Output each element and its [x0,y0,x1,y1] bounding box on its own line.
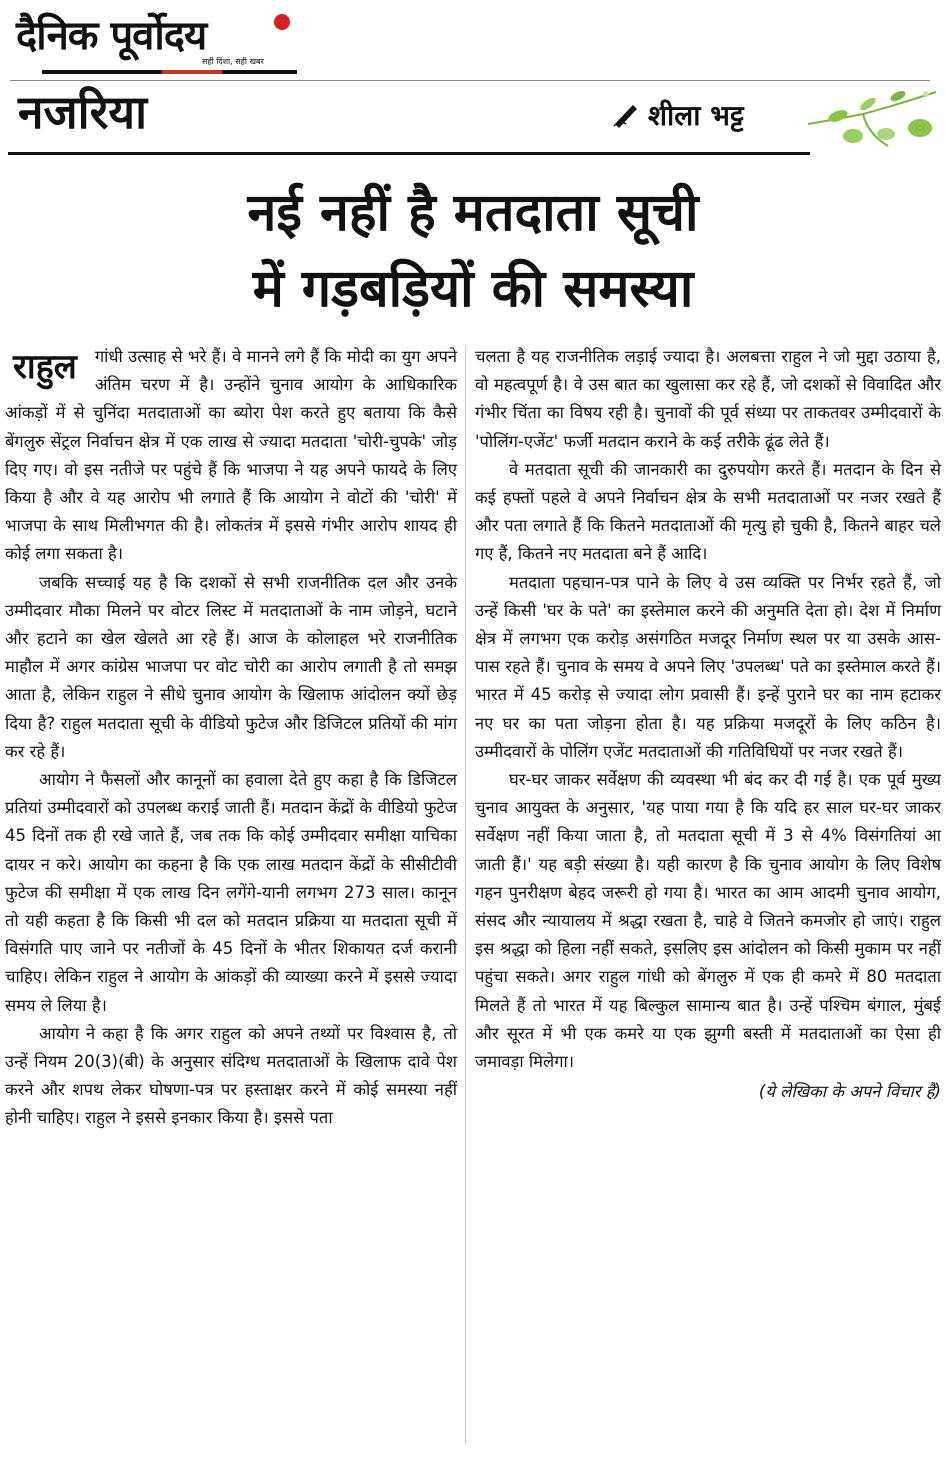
section-top-rule [10,80,930,81]
paragraph: जबकि सच्चाई यह है कि दशकों से सभी राजनीतिक दल और उनके उम्मीदवार मौका मिलने पर वोटर लिस्ट में मतदाताओं के नाम जोड़ने, घटाने और हटाने का खेल खेलते आ रहे हैं। आज के कोलाहल भरे राजनीतिक माहौल में अगर कांग्रेस भाजपा पर वोट चोरी का आरोप लगाती है तो समझ आता है, लेकिन राहुल ने सीधे चुनाव आयोग के खिलाफ आंदोलन क्यों छेड़ दिया है? राहुल मतदाता सूची के वीडियो फुटेज और डिजिटल प्रतियों की मांग कर रहे हैं। [5,572,457,761]
paragraph: आयोग ने फैसलों और कानूनों का हवाला देते हुए कहा है कि डिजिटल प्रतियां उम्मीदवारों को उपलब्ध कराई जाती हैं। मतदान केंद्रों के वीडियो फुटेज 45 दिनों तक ही रखे जाते हैं, जब तक कि कोई उम्मीदवार समीक्षा याचिका दायर न करे। आयोग का कहना है कि एक लाख मतदान केंद्रों के सीसीटीवी फुटेज की समीक्षा में एक लाख दिन लगेंगे-यानी लगभग 273 साल। कानून तो यही कहता है कि किसी भी दल को मतदान प्रक्रिया या मतदाता सूची में विसंगति पाए जाने पर नतीजों के 45 दिनों के भीतर शिकायत दर्ज करानी चाहिए। लेकिन राहुल ने आयोग के आंकड़ों की व्याख्या करने में इससे ज्यादा समय ले लिया है। [5,770,457,1015]
article-column-left [5,343,457,1133]
paragraph-text: गांधी उत्साह से भरे हैं। वे मानने लगे हैं कि मोदी का युग अपने अंतिम चरण में है। उन्होंने चुनाव आयोग के आधिकारिक आंकड़ों में से चुनिंदा मतदाताओं का ब्योरा पेश करते हुए बताया कि कैसे बेंगलुरु सेंट्रल निर्वाचन क्षेत्र में एक लाख से ज्यादा मतदाता 'चोरी-चुपके' जोड़ दिए गए। वो इस नतीजे पर पहुंचे हैं कि भाजपा ने यह अपने फायदे के लिए किया है और वे यह आरोप भी लगाते हैं कि आयोग ने वोटों की 'चोरी' में भाजपा के साथ मिलीभगत की है। लोकतंत्र में इससे गंभीर आरोप शायद ही कोई लगा सकता है। [5,347,457,564]
newspaper-tagline: सही दिशा, सही खबर [202,57,264,66]
section-bottom-rule [8,152,810,155]
author-byline [612,96,744,134]
column-divider [465,345,466,1445]
masthead [12,6,312,68]
masthead-rule-accent [162,70,222,74]
article-headline [0,175,946,327]
paragraph [5,343,457,569]
paragraph: वे मतदाता सूची की जानकारी का दुरुपयोग करते हैं। मतदान के दिन से कई हफ्तों पहले वे अपने निर्वाचन क्षेत्र के सभी मतदाताओं पर नजर रखते हैं और पता लगाते हैं कि कितने मतदाताओं की मृत्यु हो चुकी है, कितने बाहर चले गए हैं, कितने नए मतदाता बने हैं आदि। [475,459,941,564]
paragraph: आयोग ने कहा है कि अगर राहुल को अपने तथ्यों पर विश्वास है, तो उन्हें नियम 20(3)(बी) के अनुसार संदिग्ध मतदाताओं के खिलाफ दावे पेश करने और शपथ लेकर घोषणा-पत्र पर हस्ताक्षर करने में कोई समस्या नहीं होनी चाहिए। राहुल ने इससे इनकार किया है। इससे पता [5,1023,457,1128]
section-title: नजरिया [18,85,147,139]
pen-icon [612,102,640,128]
article-column-right [475,343,941,1106]
vine-decoration-icon [808,84,938,154]
headline-line-2: में गड़बड़ियों की समस्या [252,258,694,319]
author-disclaimer: (ये लेखिका के अपने विचार हैं) [758,1082,941,1102]
brand-dot-icon [274,14,290,30]
author-name: शीला भट्ट [648,99,744,132]
lead-word: राहुल [13,347,77,387]
headline-line-1: नई नहीं है मतदाता सूची [247,182,699,243]
paragraph: घर-घर जाकर सर्वेक्षण की व्यवस्था भी बंद कर दी गई है। एक पूर्व मुख्य चुनाव आयुक्त के अनुसार, 'यह पाया गया है कि यदि हर साल घर-घर जाकर सर्वेक्षण नहीं किया जाता है, तो मतदाता सूची में 3 से 4% विसंगतियां आ जाती हैं।' यह बड़ी संख्या है। यही कारण है कि चुनाव आयोग के लिए विशेष गहन पुनरीक्षण बेहद जरूरी हो गया है। भारत का आम आदमी चुनाव आयोग, संसद और न्यायालय में श्रद्धा रखता है, चाहे वे जितने कमजोर हो जाएं। राहुल इस श्रद्धा को हिला नहीं सकते, इसलिए इस आंदोलन को किसी मुकाम पर नहीं पहुंचा सकते। अगर राहुल गांधी को बेंगलुरु में एक ही कमरे में 80 मतदाता मिलते हैं तो भारत में यह बिल्कुल सामान्य बात है। उन्हें पश्चिम बंगाल, मुंबई और सूरत में भी एक कमरे या एक झुग्गी बस्ती में मतदाताओं का ऐसा ही जमावड़ा मिलेगा। [475,770,941,1072]
paragraph: चलता है यह राजनीतिक लड़ाई ज्यादा है। अलबत्ता राहुल ने जो मुद्दा उठाया है, वो महत्वपूर्ण है। वे उस बात का खुलासा कर रहे हैं, जो दशकों से विवादित और गंभीर चिंता का विषय रही है। चुनावों की पूर्व संध्या पर ताकतवर उम्मीदवारों के 'पोलिंग-एजेंट' फर्जी मतदान कराने के कई तरीके ढूंढ लेते हैं। [475,347,941,451]
newspaper-title: दैनिक पूर्वोदय [16,12,207,59]
paragraph: मतदाता पहचान-पत्र पाने के लिए वे उस व्यक्ति पर निर्भर रहते हैं, जो उन्हें किसी 'घर के पते' का इस्तेमाल करने की अनुमति देता हो। देश में निर्माण क्षेत्र में लगभग एक करोड़ असंगठित मजदूर निर्माण स्थल पर या उसके आस-पास रहते हैं। चुनाव के समय वे अपने लिए 'उपलब्ध' पते का इस्तेमाल करते हैं। भारत में 45 करोड़ से ज्यादा लोग प्रवासी हैं। इन्हें पुराने घर का नाम हटाकर नए घर का पता जोड़ना होता है। यह प्रक्रिया मजदूरों के लिए कठिन है। उम्मीदवारों के पोलिंग एजेंट मतदाताओं की गतिविधियों पर नजर रखते हैं। [475,572,941,761]
